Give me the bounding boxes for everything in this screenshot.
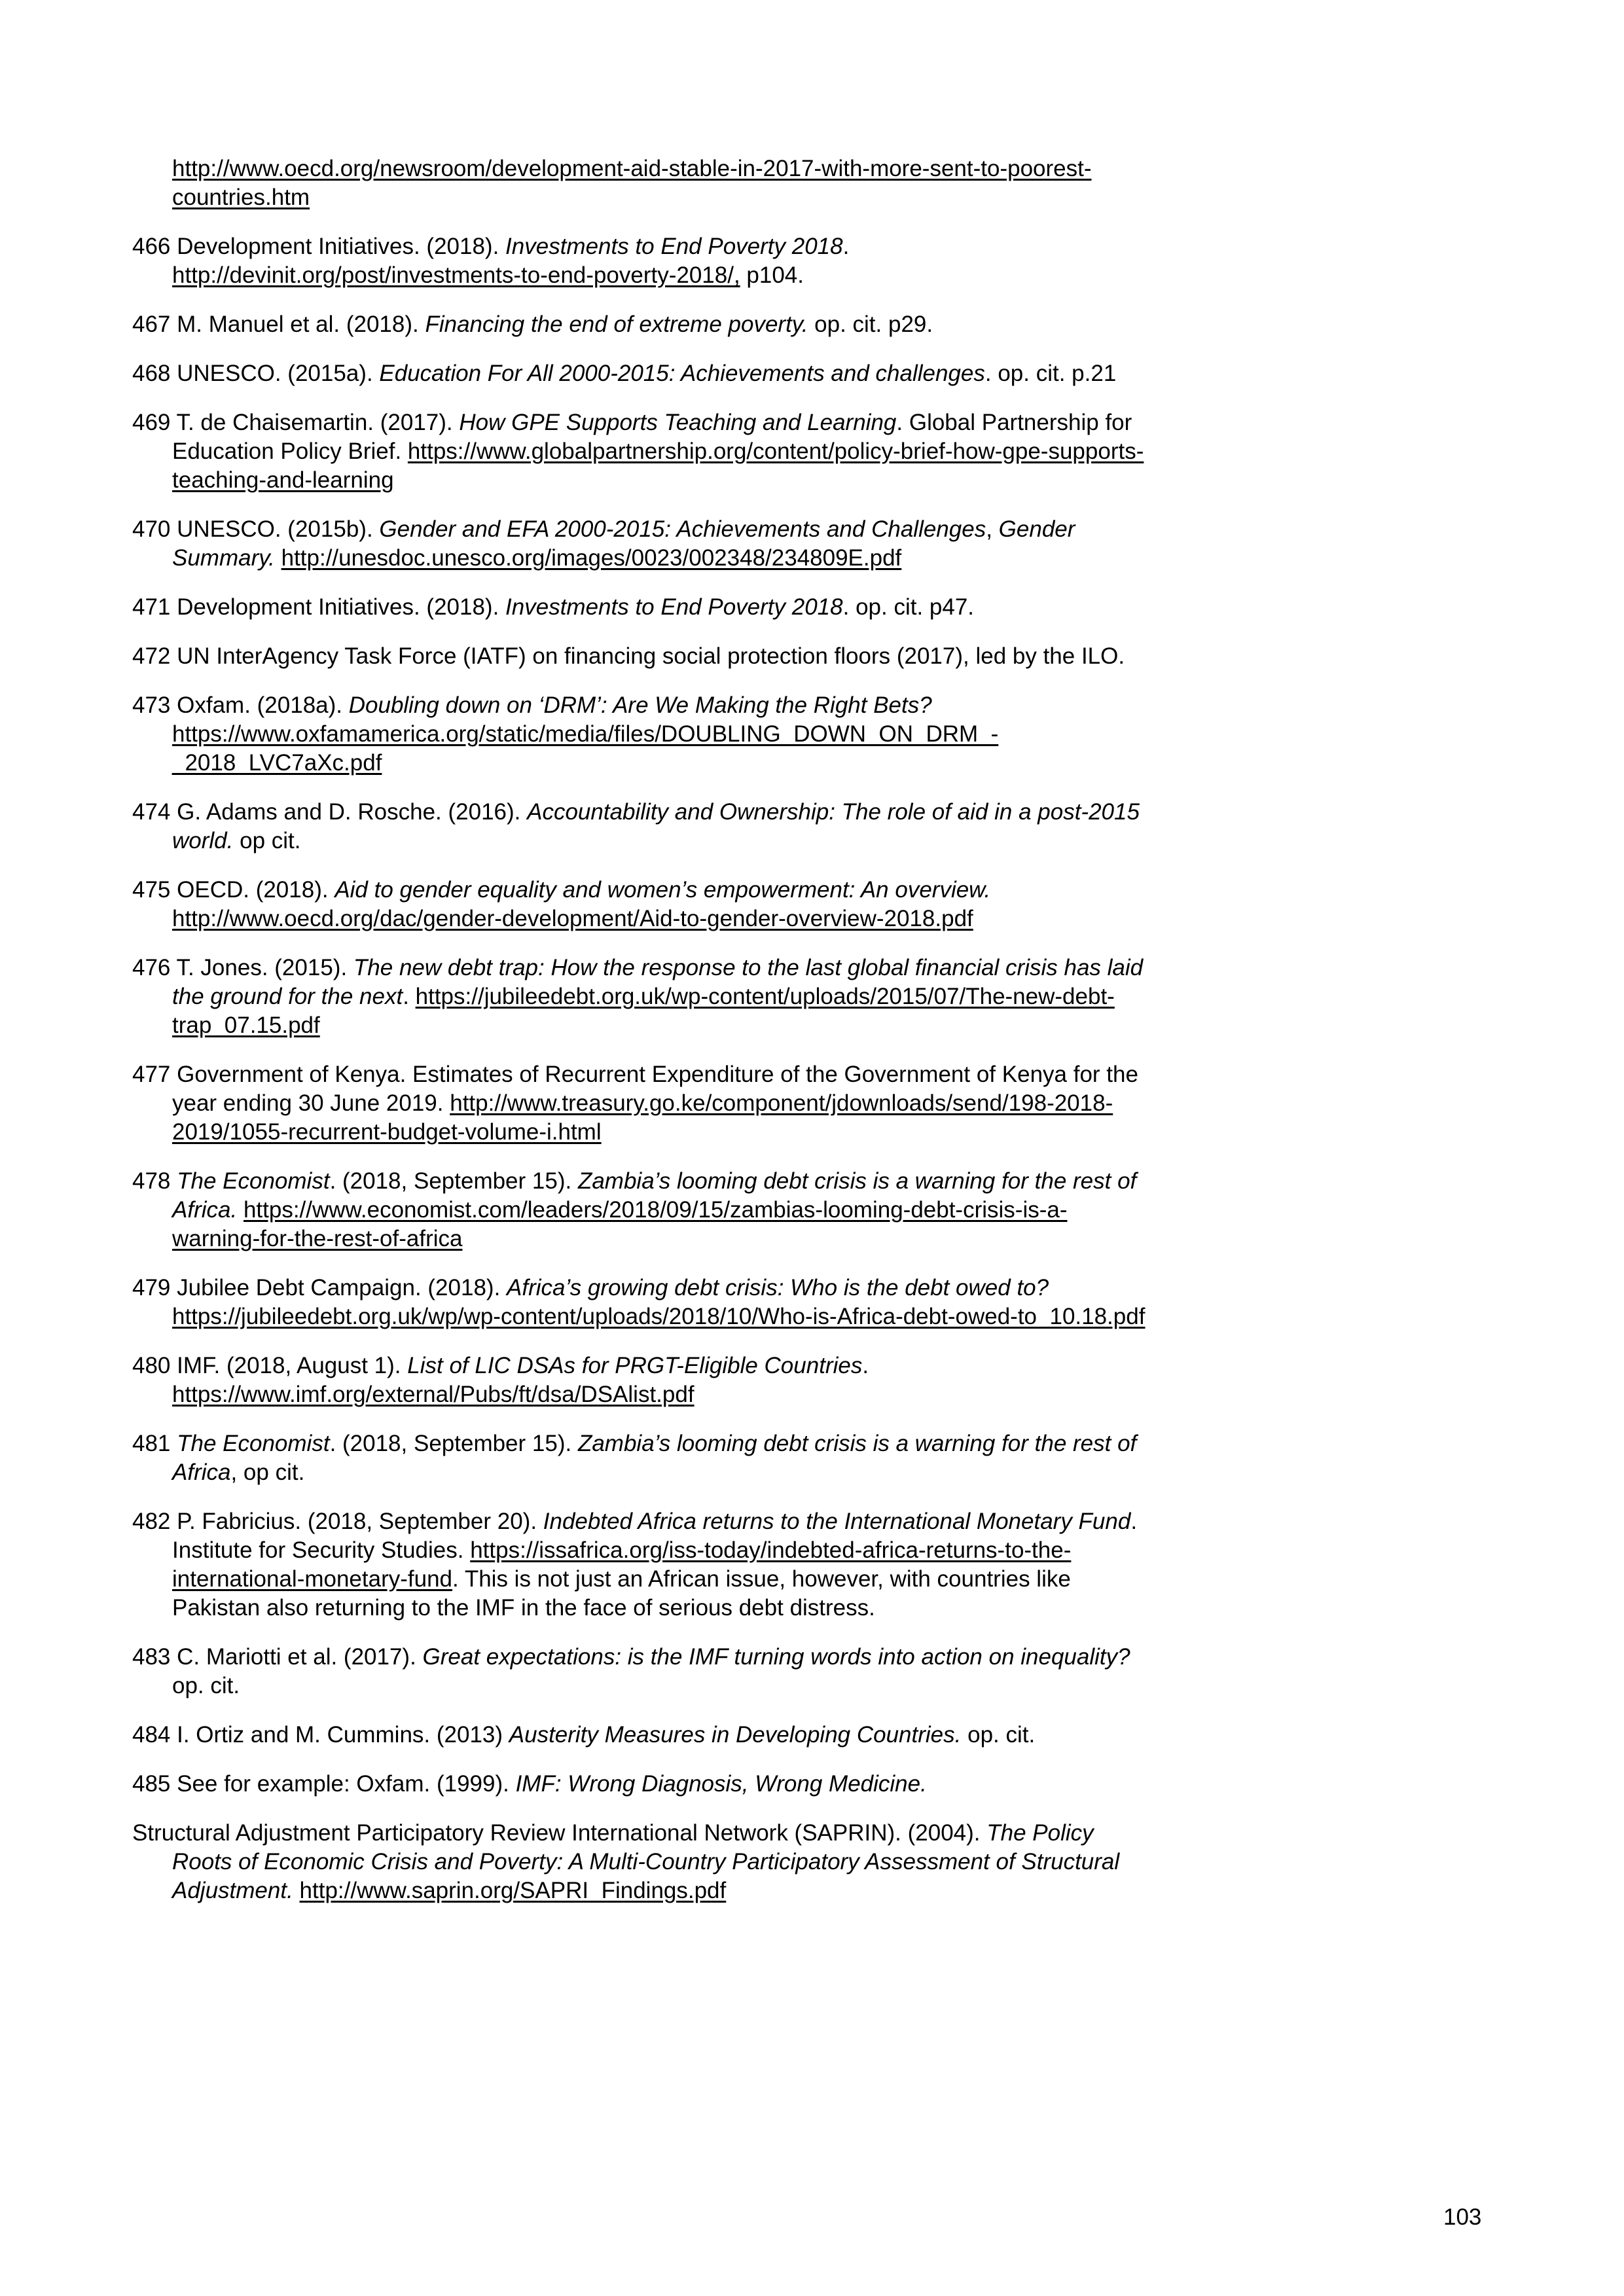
reference-link[interactable]: https://www.economist.com/leaders/2018/09/15/zambias-looming-debt-crisis-is-a-warning-for-the-rest-of-africa <box>172 1197 1068 1251</box>
reference-title: The Economist <box>177 1168 330 1194</box>
reference-title: Aid to gender equality and women’s empowerment: An overview. <box>334 877 991 903</box>
endnote-item <box>132 359 1153 388</box>
reference-link[interactable]: https://issafrica.org/iss-today/indebted-africa-returns-to-the-international-monetary-fund <box>172 1537 1072 1592</box>
reference-text: Structural Adjustment Participatory Review International Network (SAPRIN). (2004). <box>132 1820 987 1846</box>
reference-title: Zambia’s looming debt crisis is a warning for the rest of Africa <box>172 1431 1137 1485</box>
reference-text: , op cit. <box>230 1460 305 1485</box>
reference-text: . op. cit. p47. <box>842 594 975 620</box>
reference-text: 467 M. Manuel et al. (2018). <box>132 312 425 337</box>
reference-link[interactable]: https://jubileedebt.org.uk/wp-content/uploads/2015/07/The-new-debt-trap_07.15.pdf <box>172 984 1115 1038</box>
reference-link[interactable]: http://unesdoc.unesco.org/images/0023/002348/234809E.pdf <box>281 545 902 571</box>
reference-title: How GPE Supports Teaching and Learning <box>459 410 897 435</box>
reference-title: The new debt trap: How the response to the last global financial crisis has laid the ground for the next <box>172 955 1144 1009</box>
reference-text: 485 See for example: Oxfam. (1999). <box>132 1771 516 1797</box>
reference-link[interactable]: https://www.imf.org/external/Pubs/ft/dsa/DSAlist.pdf <box>172 1382 695 1407</box>
endnote-item <box>132 1819 1153 1905</box>
reference-title: IMF: Wrong Diagnosis, Wrong Medicine. <box>515 1771 927 1797</box>
reference-text: 476 T. Jones. (2015). <box>132 955 353 980</box>
reference-title: The Economist <box>177 1431 330 1456</box>
reference-title: Education For All 2000-2015: Achievements and challenges <box>379 361 985 386</box>
endnote-item <box>132 1770 1153 1799</box>
reference-link[interactable]: http://www.oecd.org/newsroom/development-aid-stable-in-2017-with-more-sent-to-poorest-countries.htm <box>172 156 1092 210</box>
reference-text: op cit. <box>233 828 301 853</box>
reference-text: 470 UNESCO. (2015b). <box>132 516 380 542</box>
reference-link[interactable]: https://www.oxfamamerica.org/static/media/files/DOUBLING_DOWN_ON_DRM_-_2018_LVC7aXc.pdf <box>172 721 999 776</box>
reference-text: . <box>862 1353 869 1378</box>
reference-text: 474 G. Adams and D. Rosche. (2016). <box>132 799 528 825</box>
reference-text: . Institute for Security Studies. <box>172 1509 1138 1563</box>
reference-text: , <box>986 516 999 542</box>
reference-text: 483 C. Mariotti et al. (2017). <box>132 1644 423 1670</box>
reference-text <box>237 1197 244 1223</box>
reference-link[interactable]: http://www.saprin.org/SAPRI_Findings.pdf <box>299 1878 727 1903</box>
reference-text: 480 IMF. (2018, August 1). <box>132 1353 408 1378</box>
endnote-item <box>132 232 1153 290</box>
endnote-item <box>132 1643 1153 1700</box>
reference-title: Great expectations: is the IMF turning words into action on inequality? <box>422 1644 1130 1670</box>
reference-link[interactable]: https://www.globalpartnership.org/content/policy-brief-how-gpe-supports-teaching-and-learning <box>172 439 1144 493</box>
reference-text: 479 Jubilee Debt Campaign. (2018). <box>132 1275 507 1300</box>
reference-text: . (2018, September 15). <box>329 1168 578 1194</box>
reference-text: 475 OECD. (2018). <box>132 877 335 903</box>
endnote-item <box>132 954 1153 1040</box>
reference-text: . (2018, September 15). <box>329 1431 578 1456</box>
reference-link[interactable]: http://www.oecd.org/dac/gender-development/Aid-to-gender-overview-2018.pdf <box>172 906 973 931</box>
reference-title: Financing the end of extreme poverty. <box>425 312 808 337</box>
endnote-item <box>132 515 1153 573</box>
reference-text: p104. <box>740 262 804 288</box>
reference-text: . <box>842 234 850 259</box>
reference-text: 471 Development Initiatives. (2018). <box>132 594 506 620</box>
endnote-item <box>132 1721 1153 1749</box>
reference-text: 484 I. Ortiz and M. Cummins. (2013) <box>132 1722 509 1748</box>
reference-text: 468 UNESCO. (2015a). <box>132 361 380 386</box>
reference-text <box>275 545 281 571</box>
reference-title: Investments to End Poverty 2018 <box>505 234 843 259</box>
endnote-item <box>132 1274 1153 1331</box>
reference-text <box>293 1878 300 1903</box>
endnote-item <box>132 798 1153 855</box>
endnote-item <box>132 1167 1153 1253</box>
reference-text: op. cit. p29. <box>808 312 933 337</box>
reference-text: 478 <box>132 1168 177 1194</box>
endnote-item <box>132 154 1153 212</box>
reference-text: op. cit. <box>172 1673 240 1698</box>
endnote-item <box>132 1060 1153 1147</box>
reference-text: 472 UN InterAgency Task Force (IATF) on financing social protection floors (2017), led by the ILO. <box>132 643 1125 669</box>
reference-text: 473 Oxfam. (2018a). <box>132 692 349 718</box>
endnote-item <box>132 1429 1153 1487</box>
reference-title: Indebted Africa returns to the International Monetary Fund <box>543 1509 1131 1534</box>
reference-text: 482 P. Fabricius. (2018, September 20). <box>132 1509 543 1534</box>
reference-title: Gender and EFA 2000-2015: Achievements and Challenges <box>379 516 986 542</box>
endnote-item <box>132 691 1153 778</box>
reference-title: Africa’s growing debt crisis: Who is the debt owed to? <box>507 1275 1049 1300</box>
reference-title: Investments to End Poverty 2018 <box>505 594 843 620</box>
reference-text: 469 T. de Chaisemartin. (2017). <box>132 410 460 435</box>
reference-text: . <box>403 984 416 1009</box>
endnote-item <box>132 876 1153 933</box>
reference-title: List of LIC DSAs for PRGT-Eligible Countries <box>407 1353 863 1378</box>
reference-title: The Policy Roots of Economic Crisis and Poverty: A Multi-Country Participatory Assessment of Structural Adjustment. <box>172 1820 1120 1903</box>
reference-text: 466 Development Initiatives. (2018). <box>132 234 506 259</box>
reference-title: Austerity Measures in Developing Countries. <box>509 1722 962 1748</box>
endnotes-list <box>132 154 1153 1926</box>
page-number: 103 <box>1443 2204 1482 2230</box>
reference-text: 477 Government of Kenya. Estimates of Recurrent Expenditure of the Government of Kenya for the year ending 30 June 2019. <box>132 1062 1138 1116</box>
endnote-item <box>132 1352 1153 1409</box>
endnote-item <box>132 642 1153 671</box>
endnote-item <box>132 408 1153 495</box>
reference-link[interactable]: http://www.treasury.go.ke/component/jdownloads/send/198-2018-2019/1055-recurrent-budget-volume-i.html <box>172 1090 1113 1145</box>
endnote-item <box>132 1507 1153 1623</box>
reference-text: . op. cit. p.21 <box>984 361 1117 386</box>
reference-link[interactable]: https://jubileedebt.org.uk/wp/wp-content/uploads/2018/10/Who-is-Africa-debt-owed-to_10.18.pdf <box>172 1304 1146 1329</box>
reference-title: Accountability and Ownership: The role of aid in a post-2015 world. <box>172 799 1140 853</box>
endnote-item <box>132 310 1153 339</box>
reference-text: op. cit. <box>961 1722 1036 1748</box>
endnote-item <box>132 593 1153 622</box>
reference-link[interactable]: http://devinit.org/post/investments-to-end-poverty-2018/, <box>172 262 740 288</box>
reference-text: . Global Partnership for Education Policy Brief. <box>172 410 1132 464</box>
reference-text: 481 <box>132 1431 177 1456</box>
reference-title: Zambia’s looming debt crisis is a warning for the rest of Africa. <box>172 1168 1137 1223</box>
reference-title: Doubling down on ‘DRM’: Are We Making the Right Bets? <box>348 692 932 718</box>
reference-title: Gender Summary. <box>172 516 1075 571</box>
reference-text: . This is not just an African issue, however, with countries like Pakistan also returning to the IMF in the face of serious debt distress. <box>172 1566 1071 1621</box>
